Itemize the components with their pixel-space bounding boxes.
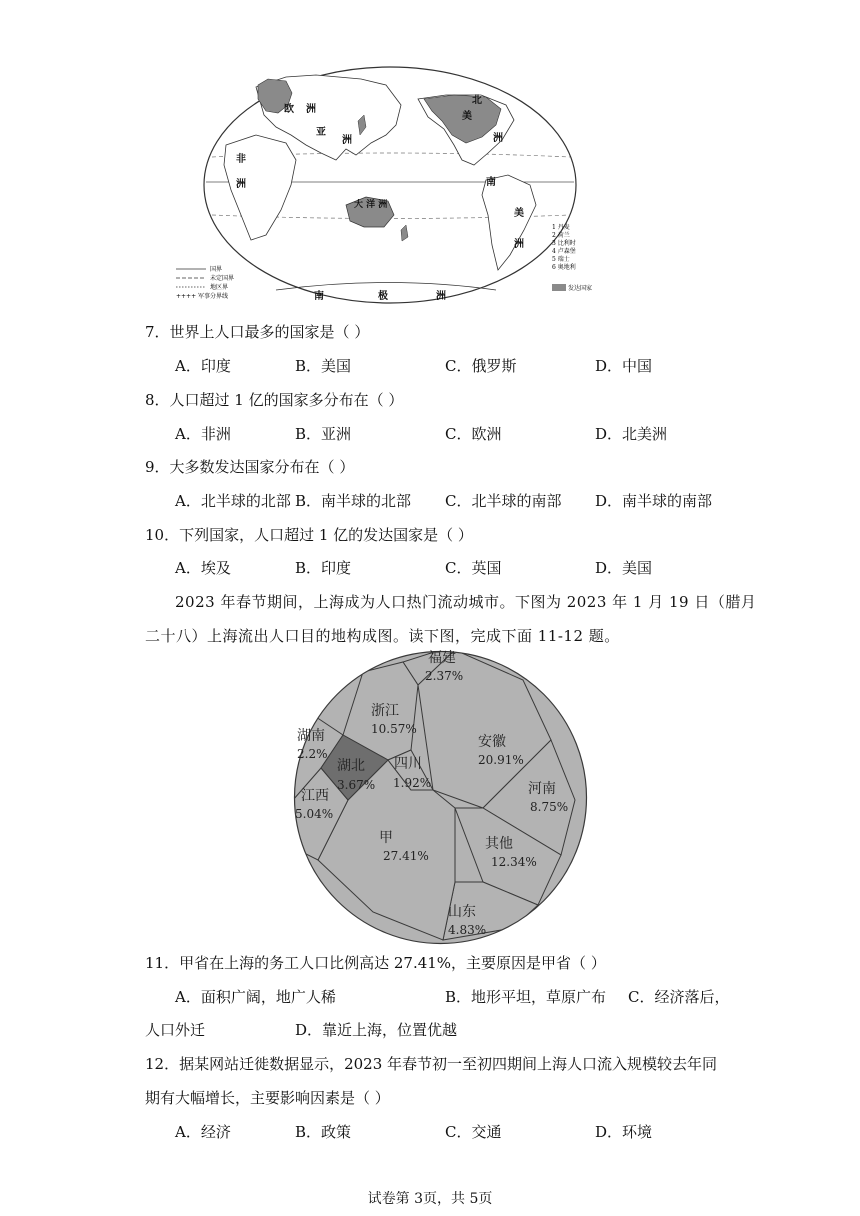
svg-text:洲: 洲 bbox=[514, 239, 524, 250]
map-label-asia: 洲 bbox=[342, 135, 352, 146]
q9-option-b[interactable]: B．南半球的北部 bbox=[295, 492, 412, 510]
question-7: 7．世界上人口最多的国家是（ ） bbox=[145, 323, 370, 341]
map-label-oceania: 大 洋 洲 bbox=[354, 200, 388, 210]
q9-option-c[interactable]: C．北半球的南部 bbox=[445, 492, 562, 510]
svg-text:5 瑞士: 5 瑞士 bbox=[552, 256, 570, 263]
q8-option-b[interactable]: B．亚洲 bbox=[295, 425, 352, 443]
pie-label-2: 安徽 bbox=[478, 734, 506, 750]
q7-option-b[interactable]: B．美国 bbox=[295, 357, 352, 375]
map-label-africa: 非 bbox=[236, 154, 246, 165]
q9-option-a[interactable]: A．北半球的北部 bbox=[175, 492, 291, 510]
pie-value-2: 20.91% bbox=[478, 753, 524, 767]
pie-value-5: 4.83% bbox=[448, 923, 487, 937]
svg-text:美: 美 bbox=[514, 208, 524, 219]
pie-value-0: 2.37% bbox=[425, 669, 464, 683]
map-label-north-america: 北 bbox=[472, 95, 482, 106]
svg-text:++++ 军事分界线: ++++ 军事分界线 bbox=[176, 293, 229, 300]
svg-text:洲: 洲 bbox=[236, 179, 246, 190]
destination-pie-chart bbox=[293, 650, 588, 945]
q7-option-d[interactable]: D．中国 bbox=[595, 357, 653, 375]
pie-value-9: 3.67% bbox=[337, 778, 376, 792]
svg-text:亚: 亚 bbox=[316, 127, 326, 138]
pie-value-3: 8.75% bbox=[530, 800, 569, 814]
q10-option-b[interactable]: B．印度 bbox=[295, 559, 352, 577]
q11-option-d[interactable]: D．靠近上海，位置优越 bbox=[295, 1021, 458, 1039]
svg-text:美: 美 bbox=[462, 111, 472, 122]
q12-option-a[interactable]: A．经济 bbox=[175, 1123, 231, 1141]
q10-option-a[interactable]: A．埃及 bbox=[175, 559, 231, 577]
pie-value-1: 10.57% bbox=[371, 722, 417, 736]
q11-option-b[interactable]: B．地形平坦，草原广布 bbox=[445, 988, 607, 1006]
passage-line-1: 2023 年春节期间，上海成为人口热门流动城市。下图为 2023 年 1 月 19 日（腊月 bbox=[175, 593, 757, 611]
question-12-line-1: 12．据某网站迁徙数据显示，2023 年春节初一至初四期间上海人口流入规模较去年同 bbox=[145, 1055, 718, 1073]
pie-label-5: 山东 bbox=[448, 904, 476, 920]
svg-text:未定国界: 未定国界 bbox=[210, 275, 235, 282]
question-11: 11．甲省在上海的务工人口比例高达 27.41%，主要原因是甲省（ ） bbox=[145, 954, 606, 972]
q10-option-c[interactable]: C．英国 bbox=[445, 559, 502, 577]
pie-label-1: 浙江 bbox=[371, 703, 399, 719]
question-10: 10．下列国家，人口超过 1 亿的发达国家是（ ） bbox=[145, 526, 473, 544]
pie-value-8: 2.2% bbox=[297, 747, 328, 761]
q12-option-d[interactable]: D．环境 bbox=[595, 1123, 653, 1141]
svg-text:洲: 洲 bbox=[493, 133, 503, 144]
svg-text:发达国家: 发达国家 bbox=[568, 285, 593, 292]
svg-text:洲: 洲 bbox=[436, 291, 446, 302]
pie-label-9: 湖北 bbox=[337, 758, 365, 774]
pie-label-10: 四川 bbox=[394, 756, 422, 772]
world-map bbox=[176, 65, 593, 305]
q9-option-d[interactable]: D．南半球的南部 bbox=[595, 492, 713, 510]
svg-text:1 丹麦: 1 丹麦 bbox=[552, 224, 570, 231]
q7-option-c[interactable]: C．俄罗斯 bbox=[445, 357, 517, 375]
svg-text:极: 极 bbox=[378, 291, 388, 302]
pie-value-7: 5.04% bbox=[295, 807, 334, 821]
question-8: 8．人口超过 1 亿的国家多分布在（ ） bbox=[145, 391, 404, 409]
pie-label-4: 其他 bbox=[485, 836, 513, 852]
page-footer: 试卷第 3页，共 5页 bbox=[367, 1191, 493, 1207]
q8-option-a[interactable]: A．非洲 bbox=[175, 425, 231, 443]
pie-value-4: 12.34% bbox=[491, 855, 537, 869]
svg-text:6 奥地利: 6 奥地利 bbox=[552, 264, 576, 271]
pie-label-8: 湖南 bbox=[297, 728, 325, 744]
q12-option-c[interactable]: C．交通 bbox=[445, 1123, 502, 1141]
q11-option-c[interactable]: C．经济落后， bbox=[628, 988, 730, 1006]
q8-option-c[interactable]: C．欧洲 bbox=[445, 425, 502, 443]
svg-text:4 卢森堡: 4 卢森堡 bbox=[552, 248, 576, 255]
pie-value-6: 27.41% bbox=[383, 849, 429, 863]
svg-text:2 荷兰: 2 荷兰 bbox=[552, 232, 570, 239]
pie-value-10: 1.92% bbox=[393, 776, 432, 790]
svg-text:洲: 洲 bbox=[306, 104, 316, 115]
q11-option-a[interactable]: A．面积广阔，地广人稀 bbox=[175, 988, 336, 1006]
question-12-line-2: 期有大幅增长，主要影响因素是（ ） bbox=[145, 1089, 390, 1107]
q7-option-a[interactable]: A．印度 bbox=[175, 357, 231, 375]
q11-option-c-cont: 人口外迁 bbox=[145, 1021, 206, 1039]
map-label-antarctica: 南 bbox=[314, 291, 324, 302]
pie-label-7: 江西 bbox=[301, 788, 329, 804]
pie-label-6: 甲 bbox=[379, 830, 393, 846]
q10-option-d[interactable]: D．美国 bbox=[595, 559, 653, 577]
question-9: 9．大多数发达国家分布在（ ） bbox=[145, 458, 355, 476]
svg-text:国界: 国界 bbox=[210, 266, 223, 273]
q8-option-d[interactable]: D．北美洲 bbox=[595, 425, 668, 443]
q12-option-b[interactable]: B．政策 bbox=[295, 1123, 352, 1141]
map-label-europe: 欧 bbox=[284, 104, 294, 115]
pie-label-0: 福建 bbox=[428, 650, 456, 666]
svg-text:地区界: 地区界 bbox=[210, 284, 229, 291]
map-label-south-america: 南 bbox=[486, 177, 496, 188]
passage-line-2: 二十八）上海流出人口目的地构成图。读下图，完成下面 11-12 题。 bbox=[145, 627, 620, 645]
pie-label-3: 河南 bbox=[528, 781, 556, 797]
svg-text:3 比利时: 3 比利时 bbox=[552, 240, 576, 247]
